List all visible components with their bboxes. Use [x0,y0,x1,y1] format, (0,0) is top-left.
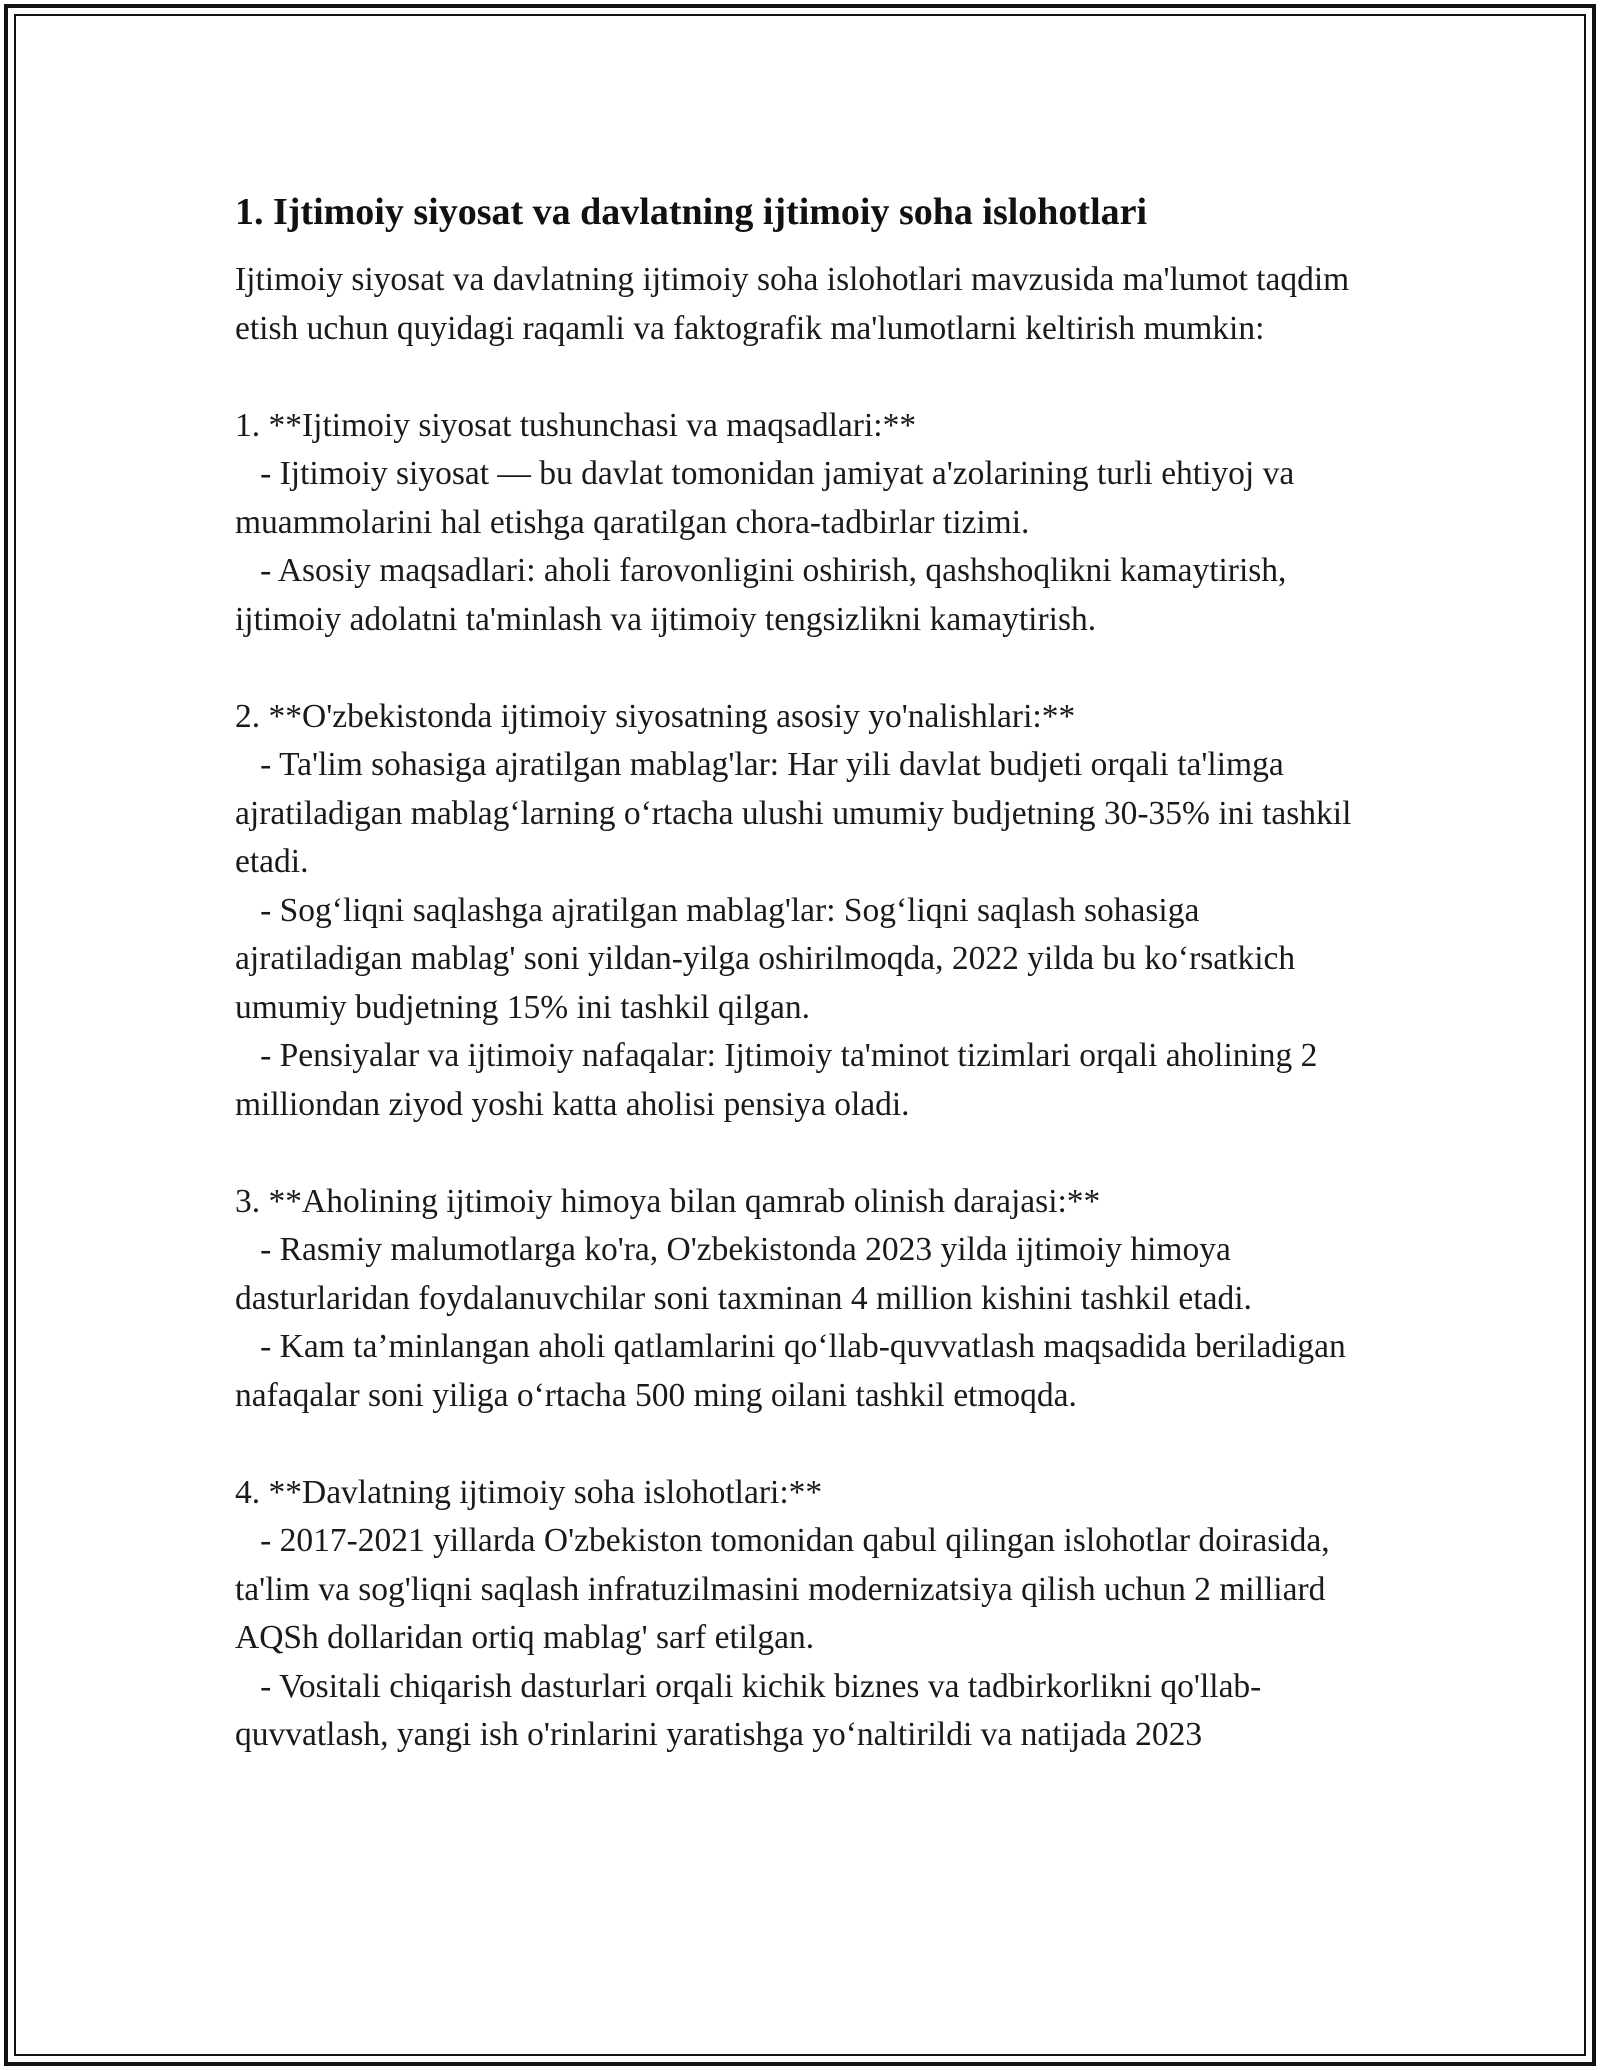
list-item-text: Ta'lim sohasiga ajratilgan mablag'lar: Har yili davlat budjeti orqali ta'limga ajratiladigan mablag‘larning o‘rtacha ulushi umumiy budjetning 30-35% ini tashkil etadi. [235,746,1352,880]
list-item-text: Asosiy maqsadlari: aholi farovonligini oshirish, qashshoqlikni kamaytirish, ijtimoiy adolatni ta'minlash va ijtimoiy tengsizlikni kamaytirish. [235,552,1287,638]
list-item-text: Vositali chiqarish dasturlari orqali kichik biznes va tadbirkorlikni qo'llab-quvvatlash, yangi ish o'rinlarini yaratishga yo‘naltirildi va natijada 2023 [235,1667,1262,1753]
section-3 [235,1178,1365,1421]
section-heading: 3. **Aholining ijtimoiy himoya bilan qamrab olinish darajasi:** [235,1182,1101,1220]
list-item: - Rasmiy malumotlarga ko'ra, O'zbekistonda 2023 yilda ijtimoiy himoya dasturlaridan foydalanuvchilar soni taxminan 4 million kishini tashkil etadi. [235,1231,1252,1317]
list-item: - Pensiyalar va ijtimoiy nafaqalar: Ijtimoiy ta'minot tizimlari orqali aholining 2 milliondan ziyod yoshi katta aholisi pensiya oladi. [235,1037,1318,1123]
section-heading: 1. **Ijtimoiy siyosat tushunchasi va maqsadlari:** [235,406,917,444]
list-item-text: 2017-2021 yillarda O'zbekiston tomonidan qabul qilingan islohotlar doirasida, ta'lim va sog'liqni saqlash infratuzilmasini modernizatsiya qilish uchun 2 milliard AQSh dollaridan ortiq mablag' sarf etilgan. [235,1522,1330,1656]
section-heading: 4. **Davlatning ijtimoiy soha islohotlari:** [235,1473,823,1511]
list-item: - Ijtimoiy siyosat — bu davlat tomonidan jamiyat a'zolarining turli ehtiyoj va muammolarini hal etishga qaratilgan chora-tadbirlar tizimi. [235,455,1295,541]
list-item: - Sog‘liqni saqlashga ajratilgan mablag'lar: Sog‘liqni saqlash sohasiga ajratiladigan mablag' soni yildan-yilga oshirilmoqda, 2022 yilda bu ko‘rsatkich umumiy budjetning 15% ini tashkil qilgan. [235,891,1296,1026]
list-item-text: Ijtimoiy siyosat — bu davlat tomonidan jamiyat a'zolarining turli ehtiyoj va muammolarini hal etishga qaratilgan chora-tadbirlar tizimi. [235,455,1295,541]
section-1 [235,402,1365,645]
list-item-text: Pensiyalar va ijtimoiy nafaqalar: Ijtimoiy ta'minot tizimlari orqali aholining 2 milliondan ziyod yoshi katta aholisi pensiya oladi. [235,1037,1318,1123]
intro-paragraph: Ijtimoiy siyosat va davlatning ijtimoiy soha islohotlari mavzusida ma'lumot taqdim etish uchun quyidagi raqamli va faktografik ma'lumotlarni keltirish mumkin: [235,261,1350,347]
section-4 [235,1469,1365,1760]
list-item: - Asosiy maqsadlari: aholi farovonligini oshirish, qashshoqlikni kamaytirish, ijtimoiy adolatni ta'minlash va ijtimoiy tengsizlikni kamaytirish. [235,552,1287,638]
list-item: - 2017-2021 yillarda O'zbekiston tomonidan qabul qilingan islohotlar doirasida, ta'lim va sog'liqni saqlash infratuzilmasini modernizatsiya qilish uchun 2 milliard AQSh dollaridan ortiq mablag' sarf etilgan. [235,1522,1330,1656]
list-item-text: Kam ta’minlangan aholi qatlamlarini qo‘llab-quvvatlash maqsadida beriladigan nafaqalar soni yiliga o‘rtacha 500 ming oilani tashkil etmoqda. [235,1328,1346,1414]
document-body [235,186,1365,1760]
list-item-text: Rasmiy malumotlarga ko'ra, O'zbekistonda 2023 yilda ijtimoiy himoya dasturlaridan foydalanuvchilar soni taxminan 4 million kishini tashkil etadi. [235,1231,1252,1317]
list-item: - Ta'lim sohasiga ajratilgan mablag'lar: Har yili davlat budjeti orqali ta'limga ajratiladigan mablag‘larning o‘rtacha ulushi umumiy budjetning 30-35% ini tashkil etadi. [235,746,1352,880]
list-item: - Kam ta’minlangan aholi qatlamlarini qo‘llab-quvvatlash maqsadida beriladigan nafaqalar soni yiliga o‘rtacha 500 ming oilani tashkil etmoqda. [235,1328,1346,1414]
document-title: 1. Ijtimoiy siyosat va davlatning ijtimoiy soha islohotlari [235,191,1148,233]
section-heading: 2. **O'zbekistonda ijtimoiy siyosatning asosiy yo'nalishlari:** [235,697,1076,735]
list-item: - Vositali chiqarish dasturlari orqali kichik biznes va tadbirkorlikni qo'llab-quvvatlash, yangi ish o'rinlarini yaratishga yo‘naltirildi va natijada 2023 [235,1667,1262,1753]
section-2 [235,693,1365,1130]
list-item-text: Sog‘liqni saqlashga ajratilgan mablag'lar: Sog‘liqni saqlash sohasiga ajratiladigan mablag' soni yildan-yilga oshirilmoqda, 2022 yilda bu ko‘rsatkich umumiy budjetning 15% ini tashkil qilgan. [235,891,1296,1026]
